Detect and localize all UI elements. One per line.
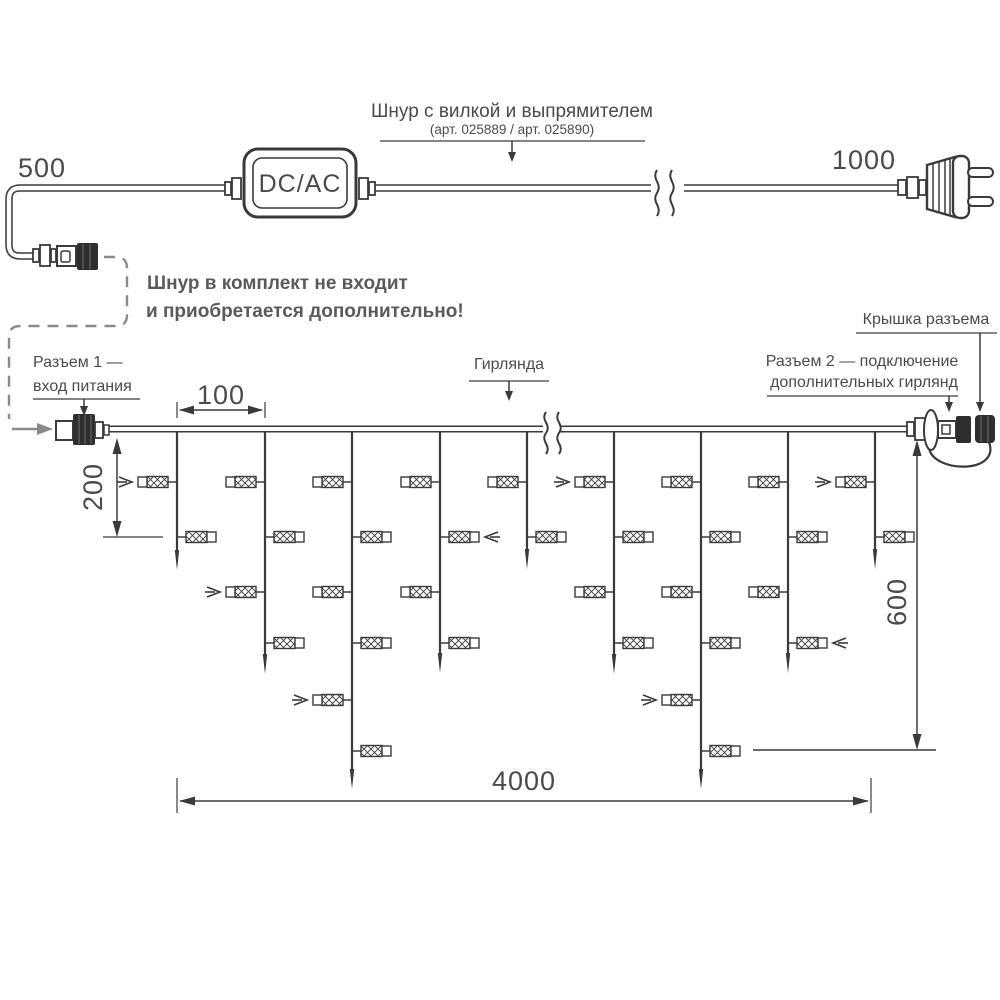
cap-label: Крышка разъема (862, 311, 990, 328)
drop-tip (525, 549, 529, 569)
connector1-label-line1: Разъем 1 — (33, 354, 123, 371)
dimension-4000-value: 4000 (491, 766, 557, 796)
lamp-bulb (352, 746, 391, 757)
lamp-bulb (614, 638, 653, 649)
dcac-converter (225, 149, 375, 217)
converter-left-nub (225, 182, 231, 195)
drop-tip (438, 653, 442, 673)
lamp-bulb (440, 638, 479, 649)
connector2-label-line2: дополнительных гирлянд (770, 374, 958, 391)
gray-arrow-icon (37, 423, 53, 435)
garland-drops (117, 432, 914, 789)
cord-end-connector (33, 243, 98, 270)
lamp-bulb (527, 532, 566, 543)
lamp-bulb (313, 477, 352, 488)
not-included-note (146, 273, 464, 322)
lamp-bulb (352, 638, 391, 649)
cord-left-length-label: 500 (17, 153, 67, 183)
connector1-callout (33, 354, 140, 416)
lamp-bulb (701, 746, 740, 757)
lamp-bulb (117, 477, 177, 488)
lamp-bulb (662, 587, 701, 598)
lamp-bulb (401, 477, 440, 488)
dimension-100 (177, 380, 265, 418)
lamp-bulb (641, 695, 701, 706)
garland-drop (205, 432, 304, 674)
lamp-bulb (440, 532, 500, 543)
lamp-bulb (292, 695, 352, 706)
drop-tip (612, 654, 616, 674)
connector2-cap-strap (929, 442, 990, 467)
plug-prong-bottom (968, 197, 993, 206)
lamp-bulb (265, 532, 304, 543)
connector1 (56, 414, 109, 445)
dimension-200-value: 200 (78, 462, 108, 512)
lamp-bulb (701, 638, 740, 649)
down-arrow-icon (505, 391, 513, 401)
lamp-bulb (815, 477, 875, 488)
garland-callout (469, 356, 549, 401)
garland-drop (815, 432, 914, 569)
connector2-callout (766, 353, 959, 412)
cord-title: Шнур с вилкой и выпрямителем (371, 101, 653, 122)
lamp-bulb (554, 477, 614, 488)
cord-break-symbol (655, 170, 673, 216)
lamp-bulb (352, 532, 391, 543)
lamp-bulb (226, 477, 265, 488)
lamp-bulb (875, 532, 914, 543)
lamp-bulb (313, 587, 352, 598)
lamp-bulb (788, 532, 827, 543)
lamp-bulb (205, 587, 265, 598)
converter-label: DC/AC (258, 170, 342, 198)
cord-subtitle: (арт. 025889 / арт. 025890) (429, 122, 595, 137)
dimension-600-value: 600 (882, 577, 912, 627)
connector2-label-line1: Разъем 2 — подключение (765, 353, 959, 370)
lamp-bulb (265, 638, 304, 649)
cord-right-length-label: 1000 (831, 145, 897, 175)
lamp-bulb (614, 532, 653, 543)
lamp-bulb (788, 638, 848, 649)
power-cord (9, 170, 899, 256)
lamp-bulb (401, 587, 440, 598)
note-line2: и приобретается дополнительно! (146, 301, 464, 322)
drop-tip (175, 550, 179, 570)
garland-drop (401, 432, 500, 673)
lamp-bulb (749, 477, 788, 488)
drop-tip (350, 769, 354, 789)
garland-drop (641, 432, 740, 789)
garland-drop (554, 432, 653, 674)
power-plug (898, 156, 993, 218)
note-line1: Шнур в комплект не входит (147, 273, 408, 294)
garland-drop (488, 432, 566, 569)
lamp-bulb (749, 587, 788, 598)
down-arrow-icon (508, 152, 516, 162)
garland-break-symbol (544, 412, 560, 454)
connector1-label-line2: вход питания (33, 378, 132, 395)
plug-strain-relief (898, 180, 906, 195)
connector2-body (956, 416, 971, 443)
garland-label: Гирлянда (473, 356, 545, 373)
garland-drop (749, 432, 848, 673)
garland-drop (117, 432, 216, 570)
drop-tip (699, 769, 703, 789)
dimension-4000 (177, 766, 871, 813)
lamp-bulb (575, 587, 614, 598)
converter-right-nub (359, 178, 368, 199)
lamp-bulb (662, 477, 701, 488)
cord-title-callout (371, 101, 653, 162)
down-arrow-icon (945, 402, 953, 412)
connector2-cap (975, 415, 995, 443)
lamp-bulb (177, 532, 216, 543)
plug-face (953, 156, 969, 218)
cord-ferrule (77, 243, 98, 270)
connector2 (907, 410, 995, 467)
down-arrow-icon (976, 402, 984, 412)
drop-tip (786, 653, 790, 673)
garland-drop (292, 432, 391, 789)
dimension-100-value: 100 (196, 380, 246, 410)
drop-tip (263, 654, 267, 674)
plug-body (927, 157, 955, 217)
lamp-bulb (701, 532, 740, 543)
drop-tip (873, 549, 877, 569)
lamp-bulb (488, 477, 527, 488)
plug-prong-top (968, 168, 993, 177)
not-included-dashed-path (9, 257, 127, 435)
